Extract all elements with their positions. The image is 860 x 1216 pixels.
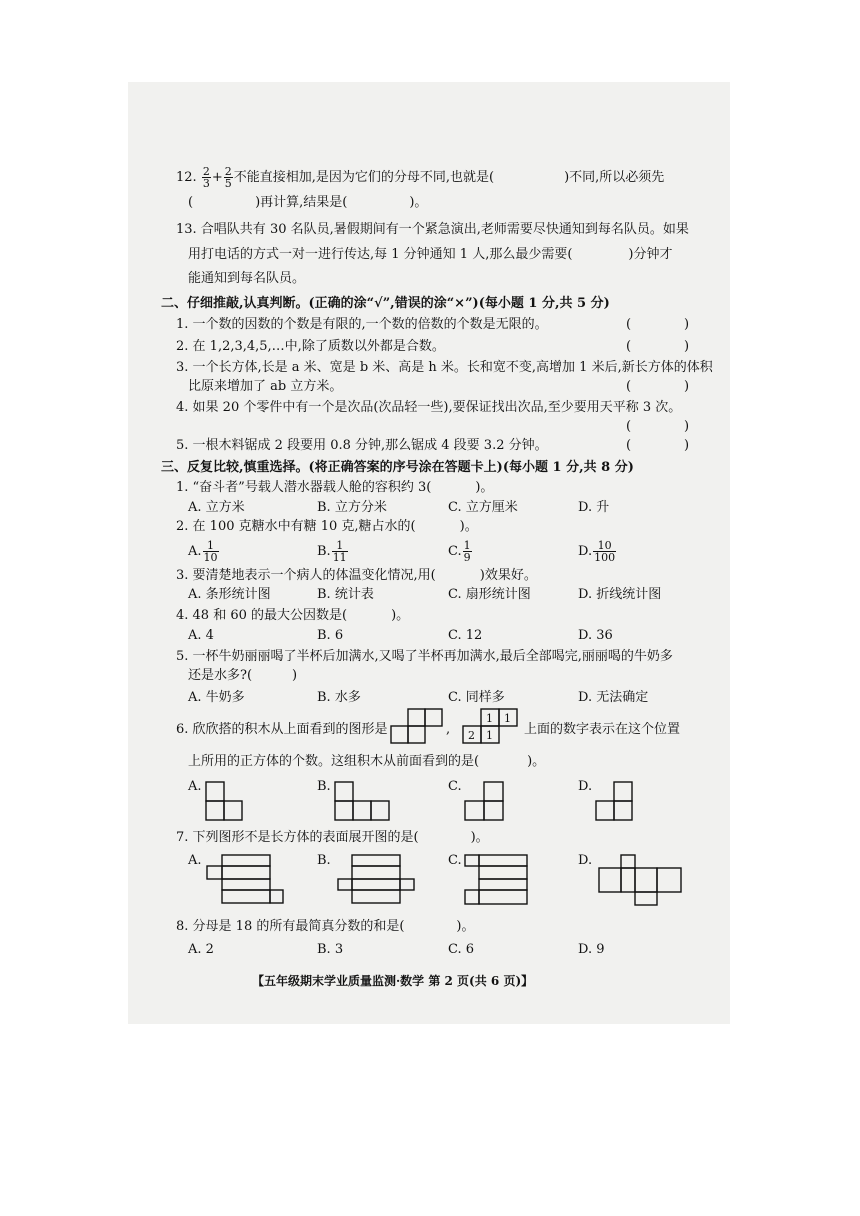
q6-option-a-figure[interactable] xyxy=(204,780,244,824)
judge-item-3-line2: 比原来增加了 ab 立方米。 xyxy=(188,379,343,394)
q1-option-d[interactable]: D. 升 xyxy=(578,500,610,515)
q2-option-c[interactable]: C. $\frac{1}{9}$ xyxy=(448,539,471,564)
choice-question-8: 8. 分母是 18 的所有最简真分数的和是( )。 xyxy=(176,919,475,934)
q6-option-c-figure[interactable] xyxy=(462,780,508,824)
q6-option-c-label[interactable]: C. xyxy=(448,779,462,794)
question-12: 12. $\frac{2}{3}$ + $\frac{2}{5}$ 不能直接相加,是因为它们的分母不同,也就是( )不同,所以必须先 xyxy=(176,165,665,190)
choice-question-5-line2: 还是水多?( ) xyxy=(188,668,298,683)
q7-option-a-net[interactable] xyxy=(204,852,286,908)
q3-option-a[interactable]: A. 条形统计图 xyxy=(188,587,271,602)
q2-option-d[interactable]: D. $\frac{10}{100}$ xyxy=(578,539,616,564)
judge-paren-1[interactable]: ( xyxy=(626,317,632,332)
judge-paren-3-close: ) xyxy=(684,379,690,394)
choice-question-6-tail: 上面的数字表示在这个位置 xyxy=(524,722,681,737)
q7-option-b-net[interactable] xyxy=(335,852,417,908)
comma: , xyxy=(446,722,451,737)
q8-option-b[interactable]: B. 3 xyxy=(317,942,344,957)
q6-option-b-figure[interactable] xyxy=(333,780,391,824)
page-footer: 【五年级期末学业质量监测·数学 第 2 页(共 6 页)】 xyxy=(252,974,534,988)
choice-question-4: 4. 48 和 60 的最大公因数是( )。 xyxy=(176,608,410,623)
judge-item-3: 3. 一个长方体,长是 a 米、宽是 b 米、高是 h 米。长和宽不变,高增加 1 米后,新长方体的体积 xyxy=(176,360,713,375)
q4-option-b[interactable]: B. 6 xyxy=(317,628,344,643)
digit: 2 xyxy=(468,729,475,742)
top-view-figure xyxy=(390,707,444,747)
judge-item-5: 5. 一根木料锯成 2 段要用 0.8 分钟,那么锯成 4 段要 3.2 分钟。 xyxy=(176,438,548,453)
digit: 1 xyxy=(504,712,511,725)
judge-item-4: 4. 如果 20 个零件中有一个是次品(次品轻一些),要保证找出次品,至少要用天平称 3 次。 xyxy=(176,400,682,415)
q2-option-b[interactable]: B. $\frac{1}{11}$ xyxy=(317,539,347,564)
q6-option-d-label[interactable]: D. xyxy=(578,779,593,794)
question-12-line2: ( )再计算,结果是( )。 xyxy=(188,195,428,210)
fraction-2-3: $\frac{2}{3}$ xyxy=(202,165,210,190)
q5-option-d[interactable]: D. 无法确定 xyxy=(578,690,649,705)
q2-option-a[interactable]: A. $\frac{1}{10}$ xyxy=(188,539,218,564)
q7-option-d-label[interactable]: D. xyxy=(578,853,593,868)
choice-question-6-line2: 上所用的正方体的个数。这组积木从前面看到的是( )。 xyxy=(188,754,546,769)
judge-paren-4[interactable]: ( xyxy=(626,419,632,434)
q3-option-d[interactable]: D. 折线统计图 xyxy=(578,587,662,602)
section-3-title: 三、反复比较,慎重选择。(将正确答案的序号涂在答题卡上)(每小题 1 分,共 8 分) xyxy=(161,460,634,475)
q4-option-d[interactable]: D. 36 xyxy=(578,628,613,643)
q1-option-b[interactable]: B. 立方分米 xyxy=(317,500,387,515)
q7-option-c-net[interactable] xyxy=(462,852,530,912)
judge-item-2: 2. 在 1,2,3,4,5,…中,除了质数以外都是合数。 xyxy=(176,339,445,354)
choice-question-7: 7. 下列图形不是长方体的表面展开图的是( )。 xyxy=(176,830,489,845)
choice-question-5: 5. 一杯牛奶丽丽喝了半杯后加满水,又喝了半杯再加满水,最后全部喝完,丽丽喝的牛奶多 xyxy=(176,649,673,664)
q5-option-a[interactable]: A. 牛奶多 xyxy=(188,690,245,705)
judge-paren-4-close: ) xyxy=(684,419,690,434)
judge-item-1: 1. 一个数的因数的个数是有限的,一个数的倍数的个数是无限的。 xyxy=(176,317,548,332)
question-number: 12. xyxy=(176,170,197,185)
choice-question-6: 6. 欣欣搭的积木从上面看到的图形是 xyxy=(176,722,388,737)
choice-question-1: 1. “奋斗者”号载人潜水器载人舱的容积约 3( )。 xyxy=(176,480,494,495)
q6-option-b-label[interactable]: B. xyxy=(317,779,331,794)
q7-option-c-label[interactable]: C. xyxy=(448,853,462,868)
q7-option-d-net[interactable] xyxy=(596,852,688,908)
question-13-line2: 用打电话的方式一对一进行传达,每 1 分钟通知 1 人,那么最少需要( )分钟才 xyxy=(188,247,673,262)
q7-option-b-label[interactable]: B. xyxy=(317,853,331,868)
judge-paren-1-close: ) xyxy=(684,317,690,332)
q3-option-c[interactable]: C. 扇形统计图 xyxy=(448,587,531,602)
q8-option-a[interactable]: A. 2 xyxy=(188,942,214,957)
section-2-title: 二、仔细推敲,认真判断。(正确的涂“√”,错误的涂“×”)(每小题 1 分,共 5 分) xyxy=(161,296,610,311)
choice-question-3: 3. 要清楚地表示一个病人的体温变化情况,用( )效果好。 xyxy=(176,568,537,583)
plus-sign: + xyxy=(211,170,223,185)
q4-option-c[interactable]: C. 12 xyxy=(448,628,483,643)
q6-option-a-label[interactable]: A. xyxy=(188,779,202,794)
q6-option-d-figure[interactable] xyxy=(594,780,634,824)
q4-option-a[interactable]: A. 4 xyxy=(188,628,214,643)
q5-option-c[interactable]: C. 同样多 xyxy=(448,690,505,705)
q8-option-d[interactable]: D. 9 xyxy=(578,942,605,957)
judge-paren-2[interactable]: ( xyxy=(626,339,632,354)
q5-option-b[interactable]: B. 水多 xyxy=(317,690,361,705)
q1-option-c[interactable]: C. 立方厘米 xyxy=(448,500,518,515)
top-view-numbered-figure xyxy=(459,707,519,747)
choice-question-2: 2. 在 100 克糖水中有糖 10 克,糖占水的( )。 xyxy=(176,519,478,534)
fraction-2-5: $\frac{2}{5}$ xyxy=(224,165,232,190)
q1-option-a[interactable]: A. 立方米 xyxy=(188,500,245,515)
digit: 1 xyxy=(486,729,493,742)
question-13-line1: 13. 合唱队共有 30 名队员,暑假期间有一个紧急演出,老师需要尽快通知到每名队员。如果 xyxy=(176,222,689,237)
q3-option-b[interactable]: B. 统计表 xyxy=(317,587,374,602)
judge-paren-5-close: ) xyxy=(684,438,690,453)
judge-paren-5[interactable]: ( xyxy=(626,438,632,453)
question-13-line3: 能通知到每名队员。 xyxy=(188,271,306,286)
digit: 1 xyxy=(486,712,493,725)
q8-option-c[interactable]: C. 6 xyxy=(448,942,475,957)
judge-paren-2-close: ) xyxy=(684,339,690,354)
judge-paren-3[interactable]: ( xyxy=(626,379,632,394)
q7-option-a-label[interactable]: A. xyxy=(188,853,202,868)
